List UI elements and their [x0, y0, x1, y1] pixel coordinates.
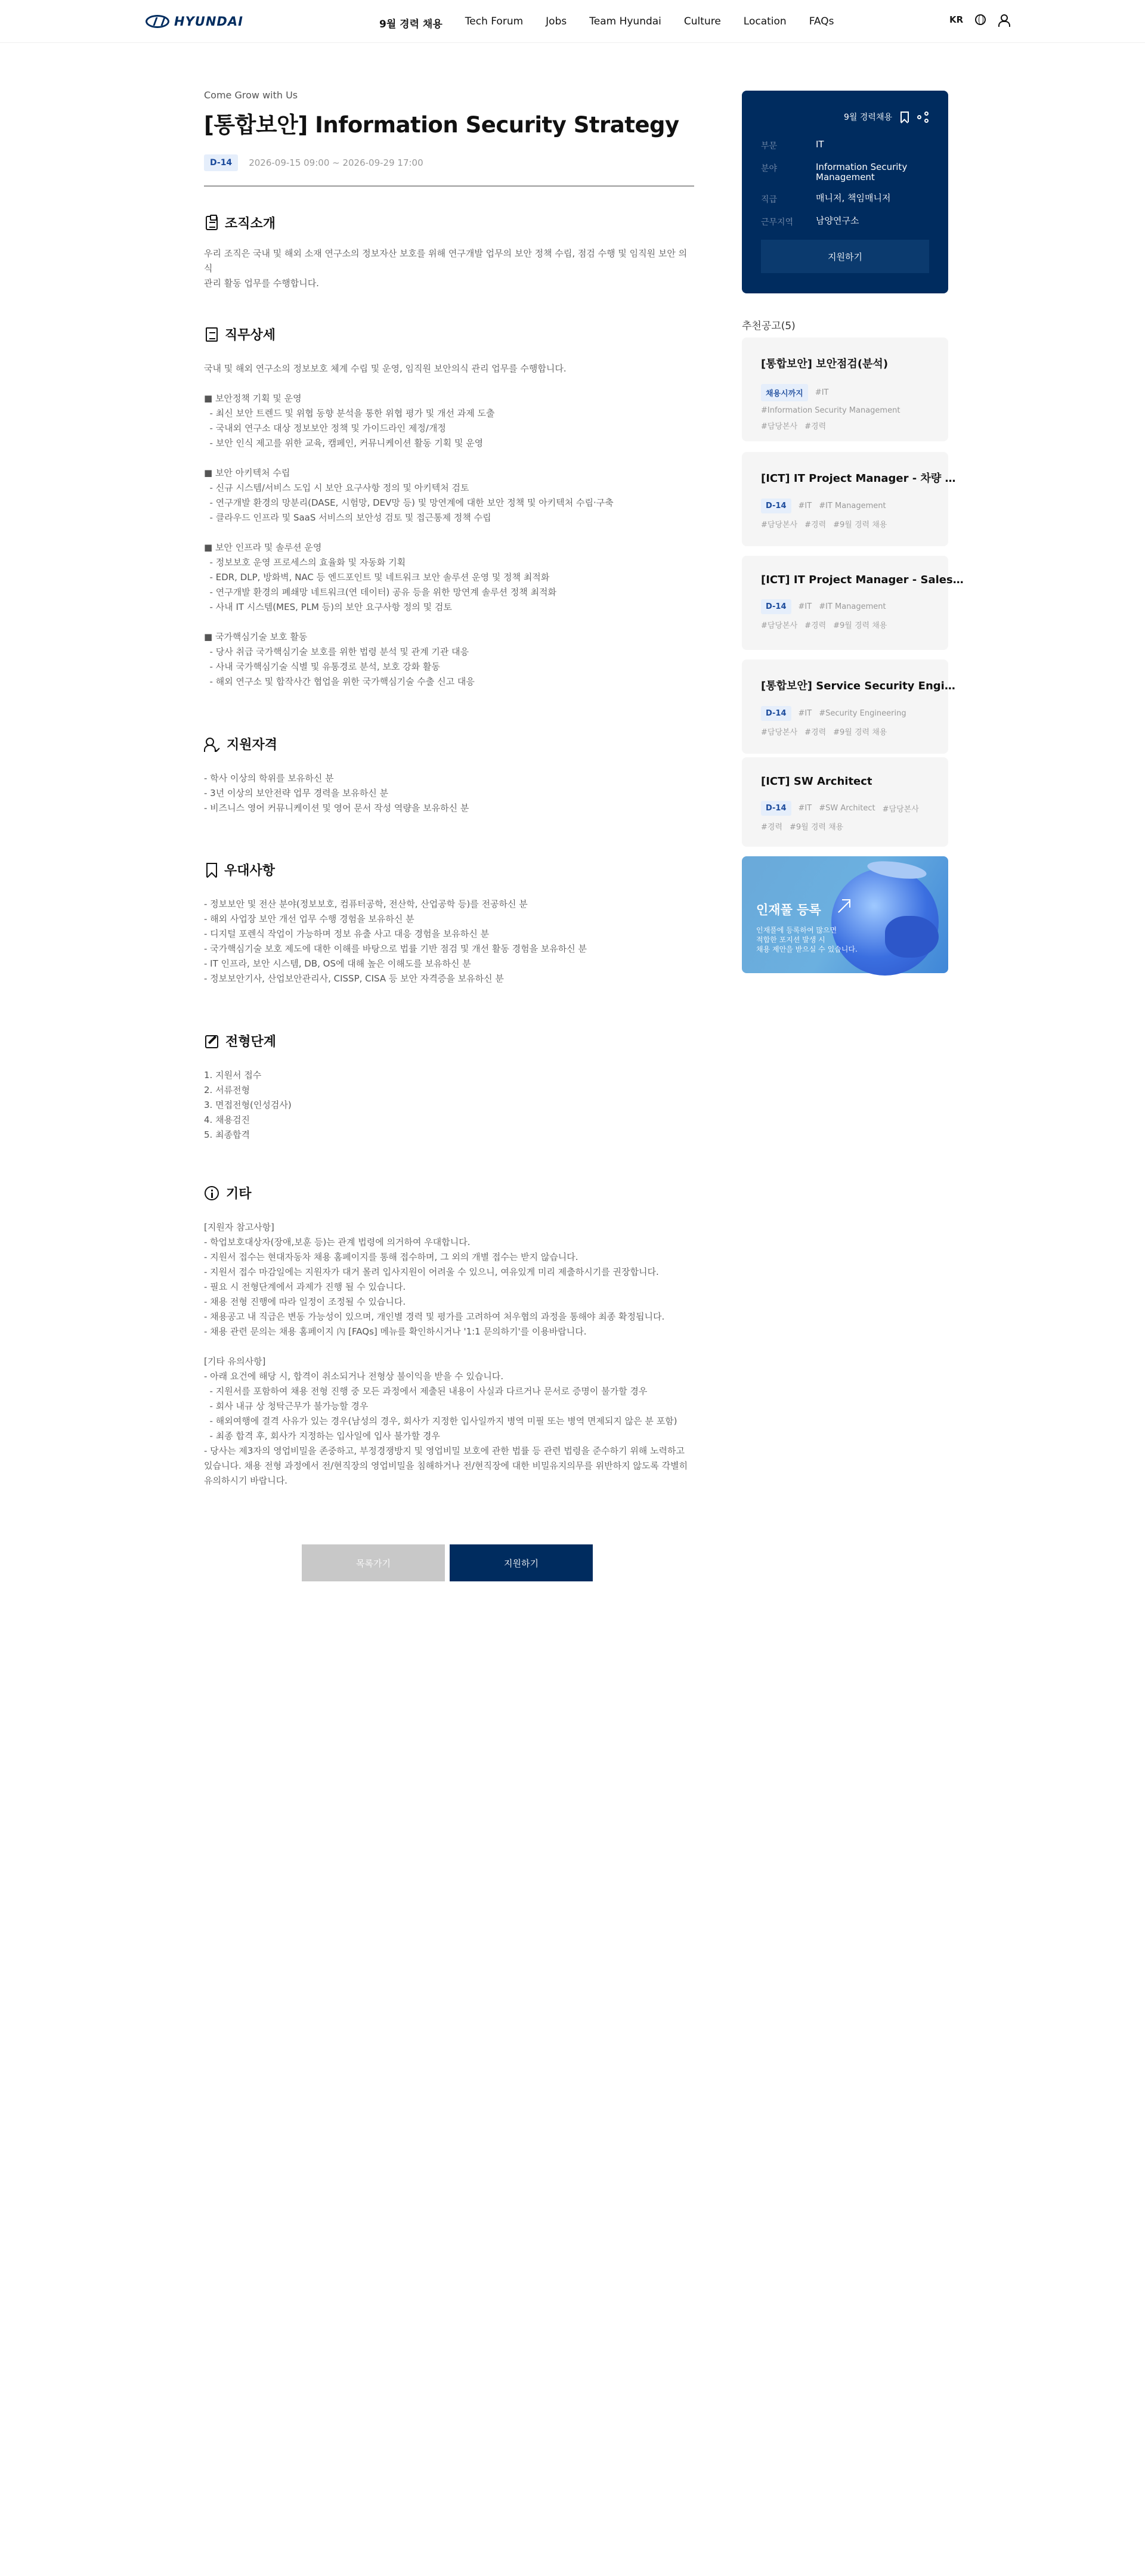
hyundai-logo[interactable]: [146, 14, 243, 29]
recommend-title: 추천공고(5): [742, 320, 796, 332]
section-body: 1. 지원서 접수 2. 서류전형 3. 면접전형(인성검사) 4. 채용검진 5. 최종합격: [204, 1070, 292, 1140]
banner-title: 인재풀 등록: [756, 903, 821, 917]
edit-icon: [205, 1035, 218, 1048]
info-value: 남양연구소: [816, 215, 859, 226]
tag: #Information Security Management: [761, 406, 900, 415]
page-title: [통합보안] Information Security Strategy: [204, 112, 679, 138]
recommend-card-tags: [761, 599, 929, 630]
section-header: [204, 860, 694, 879]
tag: #IT: [798, 602, 812, 611]
tag: #SW Architect: [819, 804, 875, 813]
recommend-card[interactable]: [742, 660, 955, 754]
dday-badge: D-14: [761, 706, 791, 721]
section-title: 조직소개: [225, 216, 276, 231]
user-icon[interactable]: [998, 14, 1008, 25]
tag: #9월 경력 채용: [790, 823, 844, 832]
application-period: 2026-09-15 09:00 ~ 2026-09-29 17:00: [249, 157, 423, 168]
section-steps: [204, 1032, 694, 1143]
tag: #IT: [798, 709, 812, 718]
info-key: 직급: [761, 195, 778, 205]
arrow-up-right-icon: [837, 899, 850, 912]
share-icon[interactable]: [917, 112, 929, 122]
tag: #담당본사: [761, 422, 798, 431]
tag: #Security Engineering: [819, 709, 906, 718]
header-utilities: [949, 14, 1008, 25]
bottom-actions: [302, 1544, 593, 1581]
tag: #담당본사: [882, 805, 919, 814]
dday-badge: D-14: [761, 499, 791, 513]
tag: #IT Management: [819, 501, 886, 510]
section-header: [204, 213, 694, 232]
section-header: [204, 1184, 694, 1202]
top-header: [0, 0, 1145, 43]
document-icon: [206, 327, 218, 342]
info-row: [761, 216, 929, 228]
main-nav: [379, 16, 834, 30]
hiring-label: 9월 경력채용: [844, 113, 892, 122]
apply-card: [742, 91, 948, 293]
nav-item-faqs[interactable]: FAQs: [809, 16, 834, 27]
section-preferences: [204, 860, 694, 986]
apply-card-top: [761, 111, 929, 123]
info-row: [761, 193, 929, 205]
dday-badge: D-14: [761, 599, 791, 614]
title-divider: [204, 185, 694, 187]
section-body: 우리 조직은 국내 및 해외 소재 연구소의 정보자산 보호를 위해 연구개발 업무의 보안 정책 수립, 점검 수행 및 임직원 보안 의식 관리 활동 업무를 수행합니다.: [204, 248, 688, 289]
tag: #IT: [798, 501, 812, 510]
recommend-card-title: [통합보안] Service Security Engi…: [761, 680, 955, 692]
recommend-card-title: [ICT] SW Architect: [761, 775, 872, 788]
job-header: [204, 89, 694, 187]
section-body: 국내 및 해외 연구소의 정보보호 체계 수립 및 운영, 임직원 보안의식 관리 업무를 수행합니다. ■ 보안정책 기획 및 운영 - 최신 보안 트렌드 및 위협 동향 분석을 통한 위협 평가 및 개선 과제 도출 - 국내외 연구소 대상 정보보안 정책 및 가이드라인 제정/개정 - 보안 인식 제고를 위한 교육, 캠페인, 커뮤니케이션 활동 기획 및 운영 ■ 보안 아키텍처 수립 - 신규 시스템/서비스 도입 시 보안 요구사항 정의 및 아키텍처 검토 - 연구개발 환경의 망분리(DASE, 시험망, DEV망 등) 및 망연계에 대한 보안 정책 및 아키텍처 수립·구축 - 클라우드 인프라 및 SaaS 서비스의 보안성 검토 및 접근통제 정책 수립 ■ 보안 인프라 및 솔루션 운영 - 정보보호 운영 프로세스의 효율화 및 자동화 기획 - EDR, DLP, 방화벽, NAC 등 엔드포인트 및 네트워크 보안 솔루션 운영 및 정책 최적화 - 연구개발 환경의 폐쇄망 네트워크(연 데이터) 공유 등을 위한 망연계 솔루션 정책 최적화 - 사내 IT 시스템(MES, PLM 등)의 보안 요구사항 정의 및 검토 ■ 국가핵심기술 보호 활동 - 당사 취급 국가핵심기술 보호를 위한 법령 분석 및 관계 기관 대응 - 사내 국가핵심기술 식별 및 유통경로 분석, 보호 강화 활동 - 해외 연구소 및 합작사간 협업을 위한 국가핵심기술 수출 신고 대응: [204, 363, 614, 687]
sidebar-apply-button[interactable]: 지원하기: [761, 240, 929, 273]
info-icon: [205, 1186, 219, 1200]
recommend-card[interactable]: [742, 338, 948, 441]
info-key: 부문: [761, 141, 778, 151]
tag: #IT: [798, 804, 812, 813]
nav-item-tech-forum[interactable]: Tech Forum: [465, 16, 524, 27]
recommend-card-tags: [761, 801, 929, 832]
banner-description: 인재풀에 등록하여 많으면 적합한 포지션 발생 시 채용 제안을 받으실 수 있습니다.: [756, 926, 858, 953]
section-body: - 정보보안 및 전산 분야(정보보호, 컴퓨터공학, 전산학, 산업공학 등)를 전공하신 분 - 해외 사업장 보안 개선 업무 수행 경험을 보유하신 분 - 디지털 포렌식 작업이 가능하며 정보 유출 사고 대응 경험을 보유하신 분 - 국가핵심기술 보호 제도에 대한 이해를 바탕으로 법률 기반 점검 및 개선 활동 경험을 보유하신 분 - IT 인프라, 보안 시스템, DB, OS에 대해 높은 이해도를 보유하신 분 - 정보보안기사, 산업보안관리사, CISSP, CISA 등 보안 자격증을 보유하신 분: [204, 899, 587, 984]
section-org: [204, 213, 694, 291]
clipboard-icon: [206, 216, 218, 230]
tag: #담당본사: [761, 521, 798, 530]
tag: #IT: [815, 388, 829, 397]
tag: #경력: [804, 728, 827, 737]
section-title: 전형단계: [225, 1035, 277, 1049]
eyebrow-text: Come Grow with Us: [204, 89, 298, 101]
nav-item-jobs[interactable]: Jobs: [546, 16, 567, 27]
bookmark-icon[interactable]: [900, 112, 909, 122]
recommend-card-tags: [761, 706, 929, 737]
section-etc: [204, 1184, 694, 1488]
section-header: [204, 325, 694, 343]
info-row: [761, 162, 929, 182]
section-header: [204, 1032, 694, 1050]
logo-text: HYUNDAI: [174, 14, 243, 29]
section-body: [지원자 참고사항] - 학업보호대상자(장애,보훈 등)는 관계 법령에 의거하여 우대합니다. - 지원서 접수는 현대자동차 채용 홈페이지를 통해 접수하며, 그 외의 개별 접수는 받지 않습니다. - 지원서 접수 마감일에는 지원자가 대거 몰려 입사지원이 어려울 수 있으니, 여유있게 미리 제출하시기를 권장합니다. - 필요 시 전형단계에서 과제가 진행 될 수 있습니다. - 채용 전형 진행에 따라 일정이 조정될 수 있습니다. - 채용공고 내 직급은 변동 가능성이 있으며, 개인별 경력 및 평가를 고려하여 처우협의 과정을 통해야 최종 확정됩니다. - 채용 관련 문의는 채용 홈페이지 內 [FAQs] 메뉴를 확인하시거나 '1:1 문의하기'를 이용바랍니다. [기타 유의사항] - 아래 요건에 해당 시, 합격이 취소되거나 전형상 불이익을 받을 수 있습니다. - 지원서를 포함하여 채용 전형 진행 중 모든 과정에서 제출된 내용이 사실과 다르거나 문서로 증명이 불가할 경우 - 회사 내규 상 청탁근무가 불가능할 경우 - 해외여행에 결격 사유가 있는 경우(남성의 경우, 회사가 지정한 입사일까지 병역 미필 또는 병역 면제되지 않은 분 포함) - 최종 합격 후, 회사가 지정하는 입사일에 입사 불가할 경우 - 당사는 제3자의 영업비밀을 존중하고, 부정경쟁방지 및 영업비밀 보호에 관한 법률 등 관련 법령을 준수하기 위해 노력하고 있습니다. 채용 전형 과정에서 전/현직장의 영업비밀을 침해하거나 전/현직장에 대한 비밀유지의무를 위반하지 않도록 각별히 유의하시기 바랍니다.: [204, 1222, 688, 1486]
dday-badge: 채용시까지: [761, 384, 808, 401]
section-header: [204, 735, 694, 753]
person-check-icon: [204, 736, 219, 752]
tag: #9월 경력 채용: [833, 728, 887, 737]
nav-item-location[interactable]: Location: [743, 16, 787, 27]
info-value: Information Security Management: [816, 162, 908, 182]
dday-badge: D-14: [204, 154, 238, 171]
banner-graphic-shadow: [885, 916, 939, 958]
recommend-card[interactable]: [742, 556, 964, 650]
info-value: IT: [816, 139, 824, 150]
info-value: 매니저, 책임매니저: [816, 193, 891, 203]
section-title: 직무상세: [225, 328, 276, 343]
info-key: 근무지역: [761, 218, 794, 227]
dday-badge: D-14: [761, 801, 791, 816]
section-title: 기타: [226, 1187, 252, 1202]
tag: #경력: [804, 621, 827, 630]
nav-item-team-hyundai[interactable]: Team Hyundai: [589, 16, 661, 27]
tag: #9월 경력 채용: [833, 621, 887, 630]
tag: #경력: [761, 823, 783, 832]
section-duty: [204, 325, 694, 689]
recommend-card-tags: [761, 384, 929, 431]
tag: #9월 경력 채용: [833, 521, 887, 530]
info-row: [761, 140, 929, 151]
recommend-card[interactable]: [742, 757, 948, 847]
recommend-card-title: [통합보안] 보안점검(분석): [761, 358, 889, 370]
tag: #담당본사: [761, 621, 798, 630]
language-toggle[interactable]: KR: [949, 14, 964, 25]
section-body: - 학사 이상의 학위를 보유하신 분 - 3년 이상의 보안전략 업무 경력을 보유하신 분 - 비즈니스 영어 커뮤니케이션 및 영어 문서 작성 역량을 보유하신 분: [204, 773, 469, 813]
back-to-list-button[interactable]: 목록가기: [302, 1544, 445, 1581]
section-title: 우대사항: [224, 863, 276, 878]
section-qualifications: [204, 735, 694, 816]
hyundai-logo-icon: [146, 15, 169, 28]
nav-item-culture[interactable]: Culture: [683, 16, 721, 27]
bookmark-icon: [206, 863, 217, 877]
talent-pool-banner[interactable]: [742, 856, 948, 973]
info-key: 분야: [761, 164, 778, 174]
recommend-card-title: [ICT] IT Project Manager - 차량 …: [761, 472, 956, 485]
tag: #경력: [804, 422, 827, 431]
tag: #경력: [804, 521, 827, 530]
nav-item-september-hiring[interactable]: 9월 경력 채용: [379, 18, 442, 30]
recommend-card[interactable]: [742, 452, 956, 546]
job-info-list: [761, 140, 929, 228]
job-meta: [204, 154, 694, 171]
tag: #IT Management: [819, 602, 886, 611]
section-title: 지원자격: [227, 738, 278, 753]
globe-icon[interactable]: [975, 14, 986, 25]
recommend-card-tags: [761, 499, 929, 530]
recommend-card-title: [ICT] IT Project Manager - Sales…: [761, 574, 964, 586]
apply-button[interactable]: 지원하기: [450, 1544, 593, 1581]
tag: #담당본사: [761, 728, 798, 737]
